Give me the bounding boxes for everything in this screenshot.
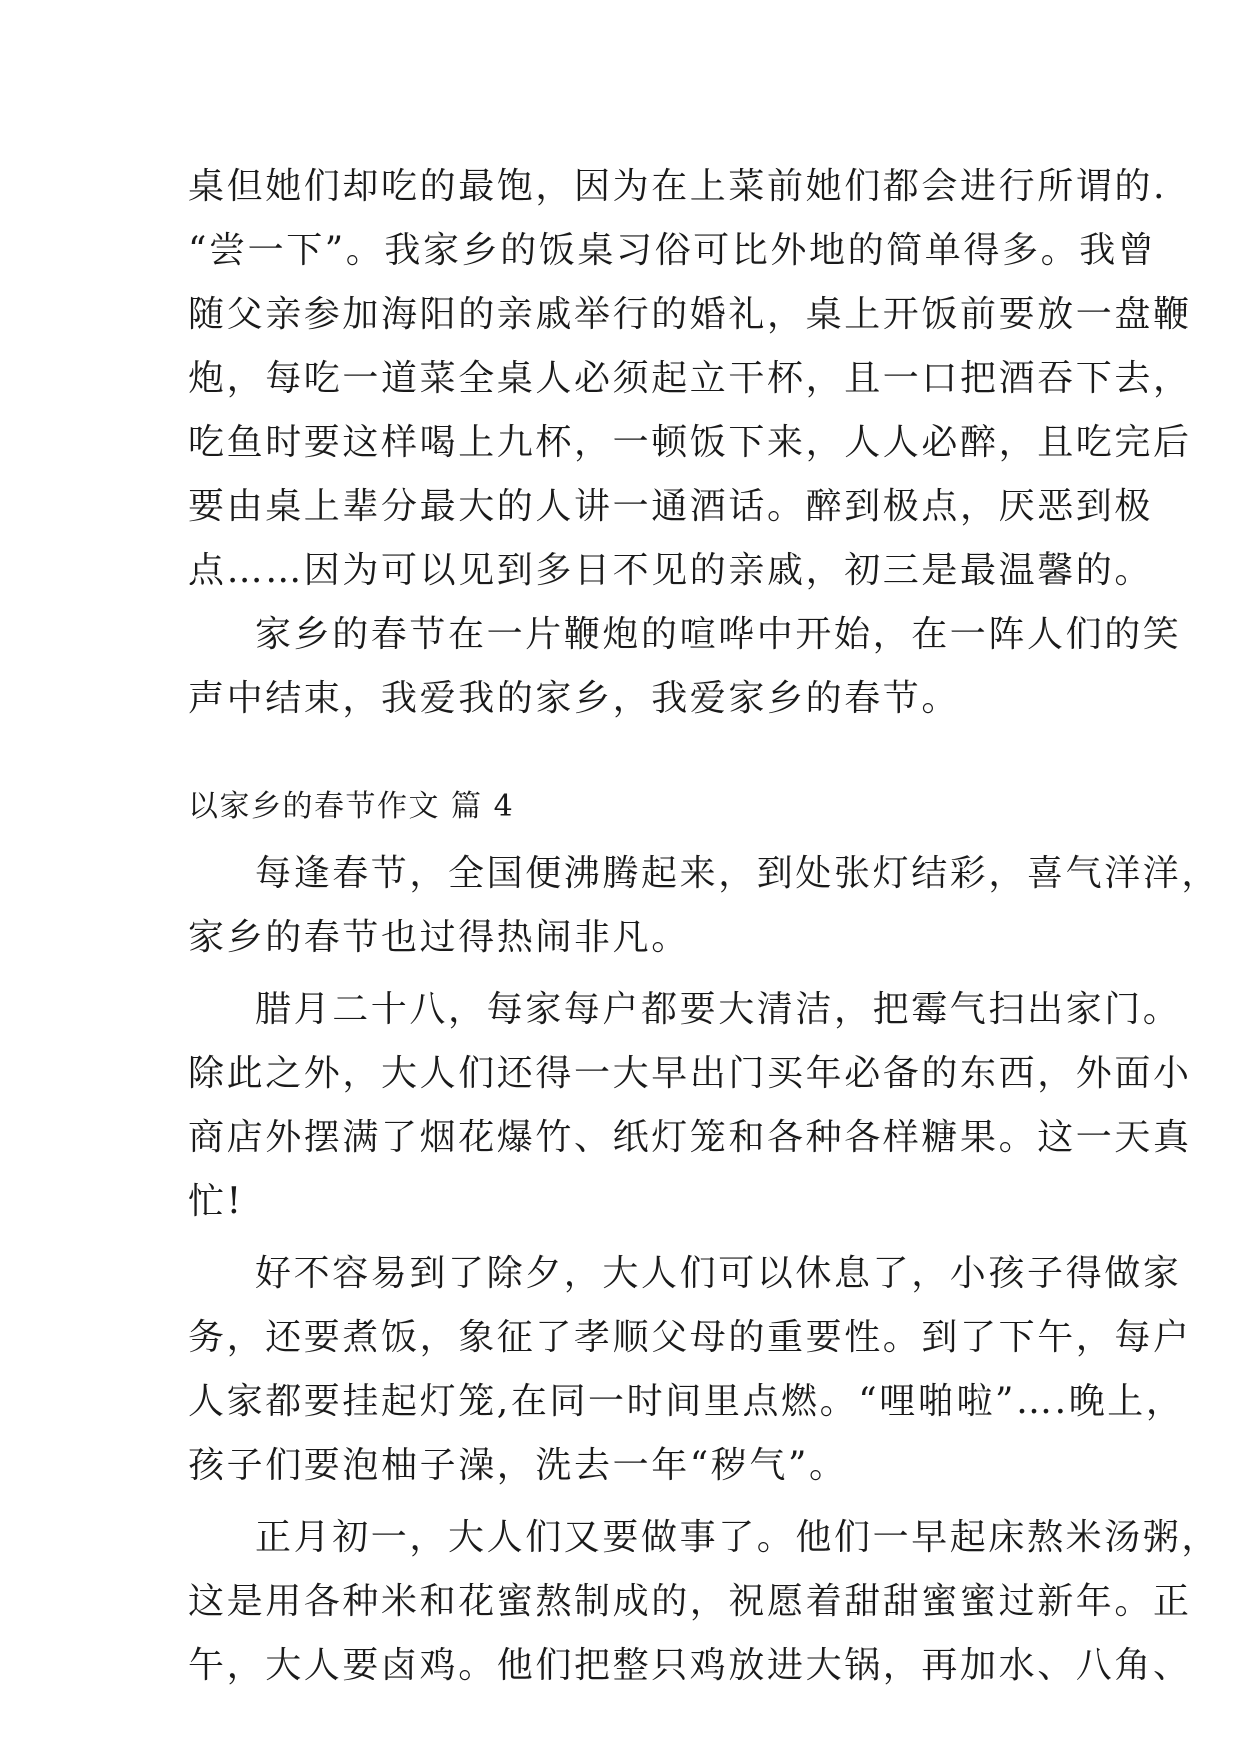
- text-line: “尝一下”。我家乡的饭桌习俗可比外地的简单得多。我曾: [188, 230, 1157, 271]
- text-line: 每逢春节，全国便沸腾起来，到处张灯结彩，喜气洋洋，: [255, 853, 1221, 894]
- section-heading: 以家乡的春节作文 篇 4: [188, 789, 515, 824]
- text-line: 家乡的春节也过得热闹非凡。: [188, 917, 690, 958]
- text-line: 好不容易到了除夕，大人们可以休息了，小孩子得做家: [255, 1253, 1182, 1294]
- text-line: 这是用各种米和花蜜熬制成的，祝愿着甜甜蜜蜜过新年。正: [188, 1581, 1192, 1622]
- text-line: 声中结束，我爱我的家乡，我爱家乡的春节。: [188, 678, 961, 719]
- text-line: 商店外摆满了烟花爆竹、纸灯笼和各种各样糖果。这一天真: [188, 1117, 1192, 1158]
- text-line: 人家都要挂起灯笼,在同一时间里点燃。“哩啪啦”….晚上，: [188, 1381, 1185, 1422]
- text-line: 除此之外，大人们还得一大早出门买年必备的东西，外面小: [188, 1053, 1192, 1094]
- text-line: 吃鱼时要这样喝上九杯，一顿饭下来，人人必醉，且吃完后: [188, 422, 1192, 463]
- text-line: 腊月二十八，每家每户都要大清洁，把霉气扫出家门。: [255, 989, 1182, 1030]
- text-line: 炮，每吃一道菜全桌人必须起立干杯，且一口把酒吞下去，: [188, 358, 1192, 399]
- text-line: 午，大人要卤鸡。他们把整只鸡放进大锅，再加水、八角、: [188, 1645, 1192, 1686]
- text-line: 务，还要煮饭，象征了孝顺父母的重要性。到了下午，每户: [188, 1317, 1192, 1358]
- text-line: 点……因为可以见到多日不见的亲戚，初三是最温馨的。: [188, 550, 1154, 591]
- text-line: 忙!: [188, 1181, 244, 1222]
- text-line: 孩子们要泡柚子澡，洗去一年“秽气”。: [188, 1445, 848, 1486]
- text-line: 要由桌上辈分最大的人讲一通酒话。醉到极点，厌恶到极: [188, 486, 1154, 527]
- text-line: 正月初一，大人们又要做事了。他们一早起床熬米汤粥，: [255, 1517, 1221, 1558]
- text-line: 桌但她们却吃的最饱，因为在上菜前她们都会进行所谓的.: [188, 166, 1168, 207]
- text-line: 家乡的春节在一片鞭炮的喧哗中开始，在一阵人们的笑: [255, 614, 1182, 655]
- text-line: 随父亲参加海阳的亲戚举行的婚礼，桌上开饭前要放一盘鞭: [188, 294, 1192, 335]
